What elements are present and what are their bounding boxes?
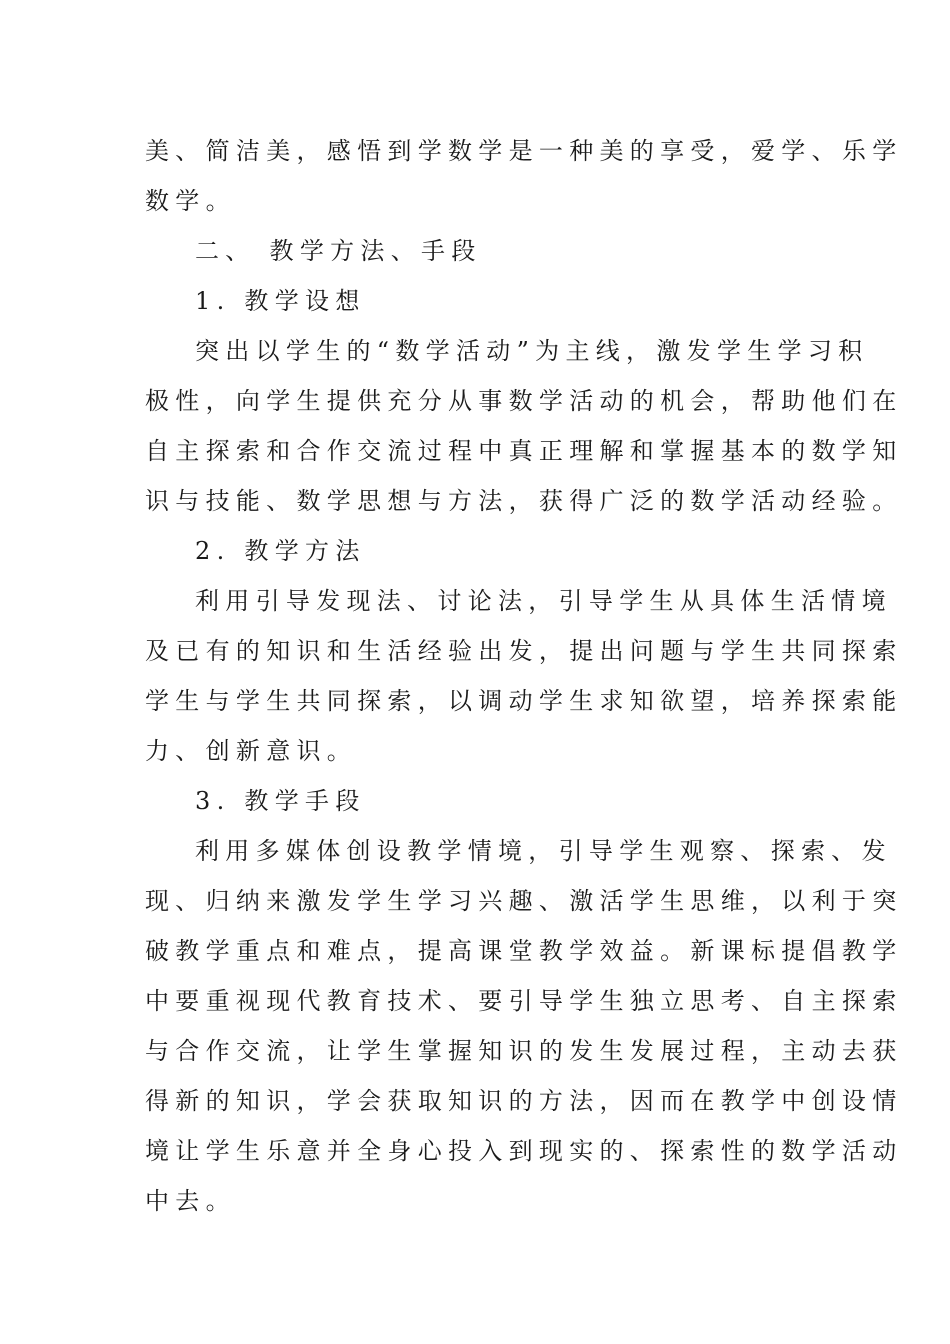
paragraph-line: 数学。 bbox=[145, 187, 236, 215]
paragraph-line: 境让学生乐意并全身心投入到现实的、探索性的数学活动 bbox=[145, 1137, 903, 1165]
paragraph-line: 力、创新意识。 bbox=[145, 737, 358, 765]
paragraph-line: 识与技能、数学思想与方法，获得广泛的数学活动经验。 bbox=[145, 487, 903, 515]
paragraph-line: 学生与学生共同探索，以调动学生求知欲望，培养探索能 bbox=[145, 687, 903, 715]
paragraph-line: 中要重视现代教育技术、要引导学生独立思考、自主探索 bbox=[145, 987, 903, 1015]
paragraph-line: 极性，向学生提供充分从事数学活动的机会，帮助他们在 bbox=[145, 387, 903, 415]
paragraph-line: 及已有的知识和生活经验出发，提出问题与学生共同探索 bbox=[145, 637, 903, 665]
subsection-heading: 2. 教学方法 bbox=[195, 537, 366, 565]
section-heading: 二、 教学方法、手段 bbox=[195, 237, 482, 265]
paragraph-line: 与合作交流，让学生掌握知识的发生发展过程，主动去获 bbox=[145, 1037, 903, 1065]
subsection-heading: 3. 教学手段 bbox=[195, 787, 366, 815]
paragraph-line: 美、简洁美，感悟到学数学是一种美的享受，爱学、乐学 bbox=[145, 137, 903, 165]
subsection-heading: 1. 教学设想 bbox=[195, 287, 366, 315]
paragraph-line: 利用多媒体创设教学情境，引导学生观察、探索、发 bbox=[195, 837, 892, 865]
paragraph-line: 破教学重点和难点，提高课堂教学效益。新课标提倡教学 bbox=[145, 937, 903, 965]
paragraph-line: 现、归纳来激发学生学习兴趣、激活学生思维，以利于突 bbox=[145, 887, 903, 915]
paragraph-line: 突出以学生的“数学活动”为主线，激发学生学习积 bbox=[195, 337, 869, 365]
paragraph-line: 得新的知识，学会获取知识的方法，因而在教学中创设情 bbox=[145, 1087, 903, 1115]
paragraph-line: 利用引导发现法、讨论法，引导学生从具体生活情境 bbox=[195, 587, 892, 615]
paragraph-line: 自主探索和合作交流过程中真正理解和掌握基本的数学知 bbox=[145, 437, 903, 465]
paragraph-line: 中去。 bbox=[145, 1187, 236, 1215]
